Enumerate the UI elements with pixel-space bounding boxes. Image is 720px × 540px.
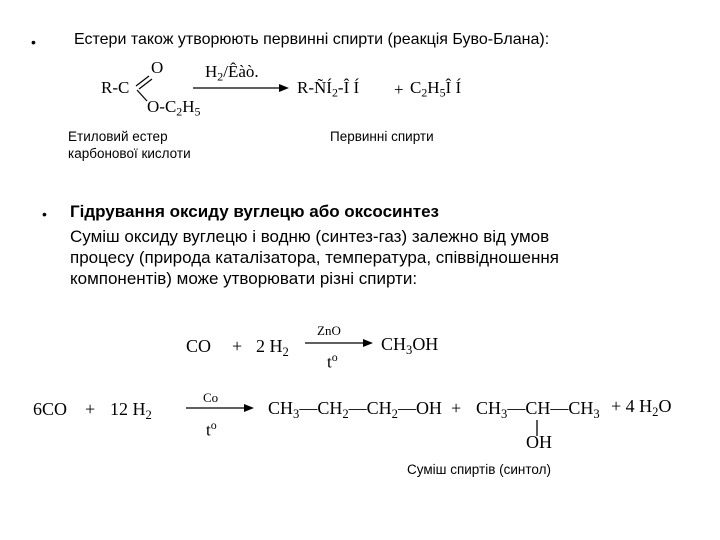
- r3-p1-ch2a: —CH: [299, 398, 343, 418]
- r3-p1-oh: —OH: [397, 398, 442, 418]
- condition-h: H: [205, 62, 218, 81]
- r3-p1-sub3: 3: [293, 406, 300, 421]
- reaction-2-arrow: [305, 337, 373, 349]
- bullet-2-line-3: компонентів) може утворювати різні спирти:: [70, 269, 418, 288]
- reactant-ester-oc2h5: [147, 97, 200, 120]
- r3-water-sub: 2: [652, 404, 659, 419]
- caption-ethyl-ester-line1: Етиловий естер: [68, 129, 168, 144]
- reaction-1-arrow: [193, 82, 289, 94]
- r3-co: 6CO: [33, 399, 68, 419]
- r3-propanol: [268, 398, 442, 422]
- r3-h2-sub: 2: [145, 407, 152, 422]
- r3-p1-ch: CH: [268, 398, 294, 418]
- caption-primary-alcohols: Первинні спирти: [330, 129, 434, 144]
- r2-sub: 3: [406, 342, 413, 357]
- r2-h2: [256, 336, 289, 360]
- condition-h-sub: 2: [217, 69, 224, 84]
- r3-h2-coef: 12 H: [110, 399, 146, 419]
- reaction-3-arrow: [186, 402, 254, 414]
- r3-p2-sub3b: 3: [593, 406, 600, 421]
- r3-p2-chain: —CH—CH: [507, 398, 594, 418]
- reactant-carbonyl-o: O: [151, 58, 164, 77]
- r3-p1-ch2b: —CH: [348, 398, 392, 418]
- bullet-2-heading: Гідрування оксиду вуглецю або оксосинтез: [70, 202, 439, 221]
- r3-isopropanol-oh: OH: [526, 432, 552, 452]
- caption-synthol: Суміш спиртів (синтол): [407, 462, 551, 477]
- r2-h2-sub: 2: [282, 344, 289, 359]
- r3-p2-ch: CH: [476, 398, 502, 418]
- ester-c: -C: [159, 97, 177, 116]
- r3-temp-t: t: [206, 420, 211, 440]
- ester-h-sub: 5: [194, 104, 201, 119]
- r3-temp-sup: o: [210, 418, 217, 432]
- bullet-2-body: [70, 226, 559, 289]
- r3-p1-sub2a: 2: [342, 406, 349, 421]
- r3-water-o: O: [658, 396, 672, 416]
- reaction-1-plus: +: [394, 80, 404, 99]
- condition-catalyst: /Êàò.: [223, 62, 259, 81]
- caption-ethyl-ester: [68, 128, 268, 162]
- product-1-b: -Î Í: [337, 78, 360, 97]
- r2-h2-coef: 2 H: [256, 336, 283, 356]
- product-2-h-sub: 5: [439, 85, 446, 100]
- product-2-h: H: [427, 78, 440, 97]
- product-2-c: C: [410, 78, 422, 97]
- r3-plus-2: +: [451, 398, 462, 418]
- bullet-marker-2: •: [42, 206, 47, 222]
- r3-p1-sub2b: 2: [391, 406, 398, 421]
- r3-plus-1: +: [85, 399, 96, 419]
- r3-water-coef: + 4 H: [611, 396, 653, 416]
- product-1-sub: 2: [331, 85, 338, 100]
- r2-catalyst: ZnO: [317, 323, 341, 338]
- product-1-a: R-ÑÍ: [297, 78, 332, 97]
- product-ethanol: [410, 78, 461, 101]
- product-primary-alcohol: [297, 78, 359, 101]
- r2-co: CO: [186, 336, 212, 356]
- ester-o: O: [147, 97, 160, 116]
- bullet-2-line-1: Суміш оксиду вуглецю і водню (синтез-газ) залежно від умов: [70, 227, 550, 246]
- product-2-c-sub: 2: [421, 85, 428, 100]
- r2-methanol: [381, 334, 438, 358]
- r3-water: [611, 396, 671, 420]
- r2-ch: CH: [381, 334, 407, 354]
- bullet-marker-1: •: [31, 34, 36, 50]
- ester-h: H: [182, 97, 195, 116]
- r3-temperature: [206, 418, 217, 441]
- product-2-tail: Î Í: [445, 78, 462, 97]
- r3-h2: [110, 399, 152, 423]
- bullet-2-line-2: процесу (природа каталізатора, температура, співвідношення: [70, 248, 559, 267]
- ester-c-sub: 2: [176, 104, 183, 119]
- r3-isopropanol: [476, 398, 600, 422]
- reactant-rc: R-C: [101, 78, 130, 97]
- r2-temperature: [327, 350, 338, 373]
- bullet-1-text: Естери також утворюють первинні спирти (реакція Буво-Блана):: [74, 31, 550, 48]
- r3-catalyst: Co: [203, 390, 219, 405]
- r2-temp-t: t: [327, 352, 332, 372]
- r2-temp-sup: o: [331, 350, 338, 364]
- r2-oh: OH: [412, 334, 439, 354]
- r3-p2-sub3a: 3: [501, 406, 508, 421]
- caption-ethyl-ester-line2: карбонової кислоти: [68, 146, 191, 161]
- r2-plus: +: [232, 336, 243, 356]
